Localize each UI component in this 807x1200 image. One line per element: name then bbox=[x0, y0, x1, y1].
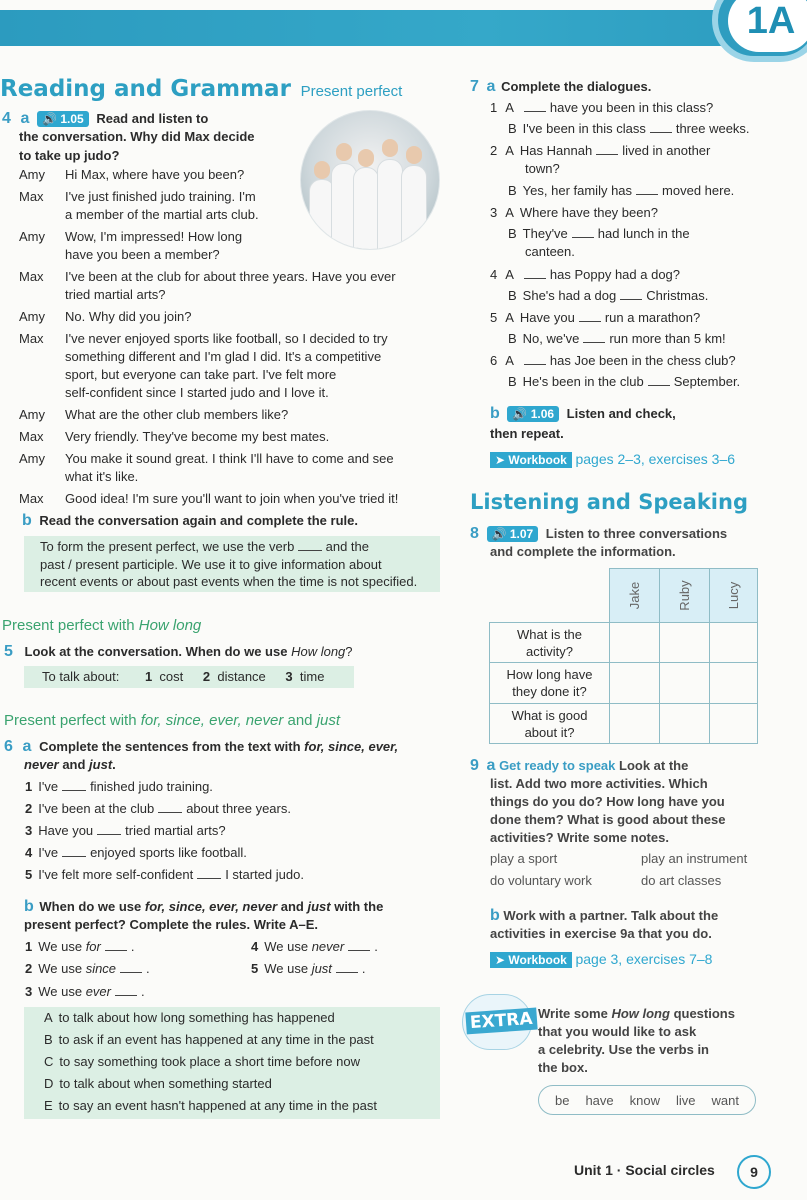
verb-want: want bbox=[711, 1092, 739, 1108]
b-pre: They've bbox=[522, 226, 568, 241]
ex9-header: 9 a Get ready to speak Look at the bbox=[470, 757, 689, 774]
ex5-option-1[interactable]: 1 cost bbox=[144, 669, 184, 684]
listening-title: Listening and Speaking bbox=[470, 490, 748, 514]
ex5-options bbox=[42, 669, 324, 684]
b-post: had lunch in the bbox=[597, 226, 690, 241]
workbook-link-2[interactable] bbox=[490, 951, 712, 968]
speaker-b: B bbox=[508, 121, 517, 136]
speaker-a: A bbox=[505, 353, 514, 368]
ex6-option bbox=[44, 1010, 335, 1025]
ex6-rule bbox=[25, 961, 150, 976]
sentence-pre: Have you bbox=[38, 823, 94, 838]
howlong-heading-a: Present perfect with bbox=[2, 617, 139, 634]
item-number: 2 bbox=[490, 143, 498, 158]
speaker-name: Amy bbox=[19, 451, 45, 466]
sentence-post: enjoyed sports like football. bbox=[90, 845, 247, 860]
dialogue-line: Very friendly. They've become my best mates. bbox=[65, 429, 330, 444]
ex4-header bbox=[2, 110, 208, 128]
ex7-part-b: b bbox=[490, 405, 500, 422]
rule-pre: We use bbox=[38, 961, 86, 976]
cell-ruby-howlong[interactable] bbox=[660, 663, 710, 704]
ex6-option bbox=[44, 1032, 374, 1047]
ex8-instruction-2: and complete the information. bbox=[490, 544, 676, 559]
speaker-b: B bbox=[508, 226, 517, 241]
dialogue-line: I've never enjoyed sports like football, so I decided to try bbox=[65, 331, 388, 346]
verb-box bbox=[538, 1085, 756, 1115]
a-post: lived in another bbox=[622, 143, 711, 158]
option-text: to talk about when something started bbox=[59, 1076, 272, 1091]
extra-line-3: a celebrity. Use the verbs in bbox=[538, 1042, 709, 1057]
b-post: moved here. bbox=[662, 183, 735, 198]
ex8-table bbox=[489, 568, 758, 744]
speaker-name: Max bbox=[19, 189, 44, 204]
extra-line-1: Write some How long questions bbox=[538, 1006, 735, 1021]
col-lucy: Lucy bbox=[710, 569, 758, 623]
b-blank[interactable] bbox=[648, 374, 670, 386]
option-text: to say something took place a short time before now bbox=[59, 1054, 360, 1069]
ex7-number: 7 bbox=[470, 78, 479, 95]
workbook-badge-2: ➤ Workbook bbox=[490, 952, 572, 968]
verb-know: know bbox=[629, 1092, 660, 1108]
sentence-number: 3 bbox=[25, 823, 33, 838]
sentence-pre: I've felt more self-confident bbox=[38, 867, 194, 882]
speaker-name: Max bbox=[19, 491, 44, 506]
b-pre: He's been in the club bbox=[522, 374, 644, 389]
b-pre: No, we've bbox=[522, 331, 580, 346]
b-blank[interactable] bbox=[650, 121, 672, 133]
rule-blank[interactable] bbox=[298, 539, 322, 551]
rule-dot: . bbox=[130, 939, 135, 954]
ex4b-header bbox=[22, 512, 358, 530]
reading-subtitle: Present perfect bbox=[300, 83, 403, 100]
speaker-a: A bbox=[505, 100, 514, 115]
rule-word: just bbox=[311, 961, 332, 976]
rule-dot: . bbox=[361, 961, 366, 976]
ex7b-instruction-2: then repeat. bbox=[490, 426, 564, 441]
option-text: to talk about how long something has happened bbox=[58, 1010, 335, 1025]
speaker-b: B bbox=[508, 374, 517, 389]
row-good: What is good about it? bbox=[490, 704, 610, 744]
item-number: 3 bbox=[490, 205, 498, 220]
ex7b-instruction-1: Listen and check, bbox=[566, 406, 676, 421]
option-text: to ask if an event has happened at any time in the past bbox=[58, 1032, 374, 1047]
b-post: September. bbox=[673, 374, 741, 389]
ex5-option-3[interactable]: 3 time bbox=[285, 669, 325, 684]
sentence-blank[interactable] bbox=[97, 823, 121, 835]
workbook-link-1[interactable] bbox=[490, 451, 735, 468]
option-letter: D bbox=[44, 1076, 54, 1091]
ex6-number: 6 bbox=[4, 738, 13, 755]
rule-blank[interactable] bbox=[115, 984, 137, 996]
rule-pre: We use bbox=[38, 984, 86, 999]
ex5-option-2[interactable]: 2 distance bbox=[202, 669, 266, 684]
ex7-line-a bbox=[490, 205, 658, 220]
a-post: has Poppy had a dog? bbox=[549, 267, 681, 282]
rule-number: 4 bbox=[251, 939, 259, 954]
ex5-instruction-italic: How long bbox=[291, 644, 346, 659]
sentence-pre: I've bbox=[38, 779, 59, 794]
rule-line-1 bbox=[40, 539, 369, 554]
cell-lucy-good[interactable] bbox=[710, 704, 758, 744]
option-text: to say an event hasn't happened at any time in the past bbox=[58, 1098, 377, 1113]
audio-track: 1.05 bbox=[60, 112, 84, 126]
speaker-name: Amy bbox=[19, 229, 45, 244]
ex6-sentence bbox=[25, 779, 213, 794]
dialogue-line: have you been a member? bbox=[65, 247, 220, 262]
ex7-header bbox=[470, 78, 651, 96]
b-blank[interactable] bbox=[636, 183, 658, 195]
ex4-instruction-2: the conversation. Why did Max decide bbox=[19, 129, 255, 144]
ex7-line-a bbox=[490, 143, 710, 158]
a-post: run a marathon? bbox=[604, 310, 701, 325]
workbook-ref-2: page 3, exercises 7–8 bbox=[575, 951, 713, 967]
ex6-part-a: a bbox=[22, 738, 32, 755]
cell-lucy-activity[interactable] bbox=[710, 623, 758, 663]
ex9-lead: Get ready to speak bbox=[499, 758, 616, 773]
option-letter: A bbox=[44, 1010, 53, 1025]
activity-3: do voluntary work bbox=[490, 873, 592, 888]
rule-blank[interactable] bbox=[120, 961, 142, 973]
ex6a-header: 6 a Complete the sentences from the text with for, since, ever, bbox=[4, 738, 399, 755]
sentence-post: I started judo. bbox=[225, 867, 304, 882]
rule-blank[interactable] bbox=[336, 961, 358, 973]
rule-pre: We use bbox=[38, 939, 86, 954]
option-letter: B bbox=[44, 1032, 53, 1047]
ex6-rule bbox=[25, 984, 145, 999]
sentence-pre: I've been at the club bbox=[38, 801, 155, 816]
dialogue-line: No. Why did you join? bbox=[65, 309, 192, 324]
page-number: 9 bbox=[737, 1155, 771, 1189]
speaker-name: Max bbox=[19, 429, 44, 444]
a-blank[interactable] bbox=[524, 100, 546, 112]
reading-title: Reading and Grammar bbox=[0, 76, 291, 102]
dialogue-line: I've been at the club for about three years. Have you ever bbox=[65, 269, 396, 284]
judo-group-photo bbox=[300, 110, 440, 250]
speaker-a: A bbox=[505, 310, 514, 325]
ex4-instruction-1: Read and listen to bbox=[96, 111, 209, 126]
option-letter: C bbox=[44, 1054, 54, 1069]
sentence-blank[interactable] bbox=[197, 867, 221, 879]
cell-ruby-good[interactable] bbox=[660, 704, 710, 744]
extra-line-4: the box. bbox=[538, 1060, 588, 1075]
a-pre: Where have they been? bbox=[519, 205, 658, 220]
sentence-pre: I've bbox=[38, 845, 59, 860]
ex6-sentence bbox=[25, 845, 247, 860]
rule-blank[interactable] bbox=[348, 939, 370, 951]
extra-badge: EXTRA bbox=[465, 1008, 537, 1035]
rule-pre: We use bbox=[264, 961, 312, 976]
ex7-line-b bbox=[508, 331, 726, 346]
rule-dot: . bbox=[374, 939, 378, 954]
ex7-line-b bbox=[508, 121, 750, 136]
a-post: has Joe been in the chess club? bbox=[549, 353, 736, 368]
row-howlong: How long have they done it? bbox=[490, 663, 610, 704]
ex7-instruction: Complete the dialogues. bbox=[501, 79, 652, 94]
sentence-blank[interactable] bbox=[158, 801, 182, 813]
ex7b-header bbox=[490, 405, 676, 423]
b-post: run more than 5 km! bbox=[609, 331, 726, 346]
a-blank[interactable] bbox=[524, 353, 546, 365]
activity-4: do art classes bbox=[641, 873, 722, 888]
activity-2: play an instrument bbox=[641, 851, 748, 866]
ex4b-instruction: Read the conversation again and complete the rule. bbox=[39, 513, 358, 528]
ex4-part-a: a bbox=[20, 110, 30, 127]
a-blank[interactable] bbox=[596, 143, 618, 155]
ex8-header bbox=[470, 525, 727, 543]
ex7-line-b bbox=[508, 374, 740, 389]
a-blank[interactable] bbox=[579, 310, 601, 322]
b-pre: She's had a dog bbox=[522, 288, 617, 303]
ex4-instruction-3: to take up judo? bbox=[19, 148, 120, 163]
speaker-name: Amy bbox=[19, 407, 45, 422]
item-number: 6 bbox=[490, 353, 498, 368]
col-ruby: Ruby bbox=[660, 569, 710, 623]
dialogue-line: You make it sound great. I think I'll have to come and see bbox=[65, 451, 394, 466]
rule-word: never bbox=[311, 939, 345, 954]
ex7-line-b bbox=[508, 183, 734, 198]
rule-text-1a: To form the present perfect, we use the verb bbox=[40, 539, 295, 554]
ex7-line-b2: canteen. bbox=[525, 244, 575, 259]
ex9-part-a: a bbox=[486, 757, 496, 774]
dialogue-line: sport, but everyone can take part. I've felt more bbox=[65, 367, 337, 382]
ex6-rule bbox=[25, 939, 134, 954]
audio-1-07[interactable]: 🔊 1.07 bbox=[487, 526, 539, 542]
ex6-sentence bbox=[25, 867, 304, 882]
rule-dot: . bbox=[146, 961, 150, 976]
rule-number: 1 bbox=[25, 939, 33, 954]
rule-number: 5 bbox=[251, 961, 259, 976]
dialogue-line: Hi Max, where have you been? bbox=[65, 167, 245, 182]
verb-have: have bbox=[585, 1092, 614, 1108]
ex6-option bbox=[44, 1054, 360, 1069]
speaker-b: B bbox=[508, 331, 517, 346]
howlong-heading-b: How long bbox=[138, 617, 202, 634]
ex6-part-b: b bbox=[24, 898, 34, 915]
dialogue-line: Good idea! I'm sure you'll want to join when you've tried it! bbox=[65, 491, 399, 506]
speaker-name: Max bbox=[19, 269, 44, 284]
b-post: three weeks. bbox=[675, 121, 750, 136]
rule-line-3: recent events or about past events when the time is not specified. bbox=[40, 574, 418, 589]
speaker-a: A bbox=[505, 143, 514, 158]
ex6-option bbox=[44, 1098, 377, 1113]
ex6b-header: b When do we use for, since, ever, never and just with the bbox=[24, 898, 384, 915]
ex7-line-a bbox=[490, 267, 680, 282]
speaker-a: A bbox=[505, 205, 514, 220]
ex6-sentence bbox=[25, 823, 226, 838]
ex5-instruction: Look at the conversation. When do we use bbox=[24, 644, 292, 659]
ex7-line-a2: town? bbox=[525, 161, 560, 176]
b-blank[interactable] bbox=[620, 288, 642, 300]
verb-live: live bbox=[675, 1092, 696, 1108]
dialogue-line: Wow, I'm impressed! How long bbox=[65, 229, 243, 244]
item-number: 4 bbox=[490, 267, 498, 282]
rule-number: 3 bbox=[25, 984, 33, 999]
workbook-badge: ➤ Workbook bbox=[490, 452, 572, 468]
cell-jake-good[interactable] bbox=[610, 704, 660, 744]
sentence-post: finished judo training. bbox=[90, 779, 213, 794]
rule-blank[interactable] bbox=[105, 939, 127, 951]
cell-lucy-howlong[interactable] bbox=[710, 663, 758, 704]
b-post: Christmas. bbox=[646, 288, 709, 303]
ex5-header bbox=[4, 643, 353, 661]
ex6-rule bbox=[251, 961, 366, 976]
rule-word: for bbox=[85, 939, 101, 954]
cell-jake-howlong[interactable] bbox=[610, 663, 660, 704]
ex7-part-a: a bbox=[486, 78, 496, 95]
sentence-number: 2 bbox=[25, 801, 33, 816]
ex9-part-b: b bbox=[490, 907, 500, 924]
speaker-name: Max bbox=[19, 331, 44, 346]
ex5-instruction-end: ? bbox=[345, 644, 353, 659]
dialogue-line: a member of the martial arts club. bbox=[65, 207, 259, 222]
header-bar bbox=[0, 10, 807, 46]
speaker-name: Amy bbox=[19, 167, 45, 182]
sentence-post: about three years. bbox=[186, 801, 291, 816]
ex6-rule bbox=[251, 939, 378, 954]
a-pre: Has Hannah bbox=[519, 143, 593, 158]
speaker-name: Amy bbox=[19, 309, 45, 324]
section-title-reading bbox=[0, 76, 402, 102]
speaker-b: B bbox=[508, 288, 517, 303]
ex8-number: 8 bbox=[470, 525, 479, 542]
footer-unit: Unit 1 · Social circles bbox=[574, 1162, 715, 1178]
rule-dot: . bbox=[140, 984, 145, 999]
a-post: have you been in this class? bbox=[549, 100, 714, 115]
dialogue-line: I've just finished judo training. I'm bbox=[65, 189, 256, 204]
ex6-option bbox=[44, 1076, 272, 1091]
ex6a-header-2: never and just. bbox=[24, 757, 116, 772]
a-blank[interactable] bbox=[524, 267, 546, 279]
col-jake: Jake bbox=[610, 569, 660, 623]
b-blank[interactable] bbox=[583, 331, 605, 343]
row-activity: What is the activity? bbox=[490, 623, 610, 663]
rule-word: ever bbox=[85, 984, 111, 999]
rule-word: since bbox=[85, 961, 117, 976]
item-number: 1 bbox=[490, 100, 498, 115]
ex9-number: 9 bbox=[470, 757, 479, 774]
activity-1: play a sport bbox=[490, 851, 558, 866]
sentence-number: 1 bbox=[25, 779, 33, 794]
b-pre: Yes, her family has bbox=[522, 183, 633, 198]
forsince-heading: Present perfect with for, since, ever, never and just bbox=[4, 712, 341, 729]
dialogue-line: self-confident since I started judo and I love it. bbox=[65, 385, 329, 400]
sentence-blank[interactable] bbox=[62, 779, 86, 791]
dialogue-line: tried martial arts? bbox=[65, 287, 166, 302]
rule-pre: We use bbox=[264, 939, 312, 954]
b-blank[interactable] bbox=[572, 226, 594, 238]
ex7-line-a bbox=[490, 310, 700, 325]
rule-line-2: past / present participle. We use it to give information about bbox=[40, 557, 382, 572]
speaker-b: B bbox=[508, 183, 517, 198]
audio-1-06[interactable]: 🔊 1.06 bbox=[507, 406, 559, 422]
cell-ruby-activity[interactable] bbox=[660, 623, 710, 663]
ex7-line-a bbox=[490, 100, 713, 115]
dialogue-line: what it's like. bbox=[65, 469, 139, 484]
cell-jake-activity[interactable] bbox=[610, 623, 660, 663]
sentence-number: 5 bbox=[25, 867, 33, 882]
ex7-line-b bbox=[508, 226, 690, 241]
sentence-post: tried martial arts? bbox=[125, 823, 226, 838]
rule-text-1b: and the bbox=[325, 539, 369, 554]
rule-number: 2 bbox=[25, 961, 33, 976]
option-letter: E bbox=[44, 1098, 53, 1113]
item-number: 5 bbox=[490, 310, 498, 325]
ex4b-part: b bbox=[22, 512, 32, 529]
ex6b-header-2: present perfect? Complete the rules. Write A–E. bbox=[24, 917, 319, 932]
b-pre: I've been in this class bbox=[522, 121, 646, 136]
unit-badge: 1A bbox=[728, 0, 807, 52]
dialogue-line: What are the other club members like? bbox=[65, 407, 289, 422]
sentence-number: 4 bbox=[25, 845, 33, 860]
ex8-instruction-1: Listen to three conversations bbox=[545, 526, 728, 541]
ex5-talk-label: To talk about: bbox=[42, 669, 120, 684]
ex9b-header: b Work with a partner. Talk about the bbox=[490, 907, 719, 924]
ex6-sentence bbox=[25, 801, 291, 816]
ex4-number: 4 bbox=[2, 110, 11, 127]
a-pre: Have you bbox=[519, 310, 575, 325]
extra-line-2: that you would like to ask bbox=[538, 1024, 697, 1039]
ex7-line-b bbox=[508, 288, 708, 303]
audio-1-05[interactable]: 🔊 1.05 bbox=[37, 111, 89, 127]
dialogue-line: something different and I'm glad I did. It's a competitive bbox=[65, 349, 382, 364]
ex5-number: 5 bbox=[4, 643, 13, 660]
speaker-a: A bbox=[505, 267, 514, 282]
howlong-heading bbox=[2, 617, 201, 634]
sentence-blank[interactable] bbox=[62, 845, 86, 857]
workbook-ref-1: pages 2–3, exercises 3–6 bbox=[575, 451, 736, 467]
verb-be: be bbox=[554, 1092, 570, 1108]
ex7-line-a bbox=[490, 353, 736, 368]
